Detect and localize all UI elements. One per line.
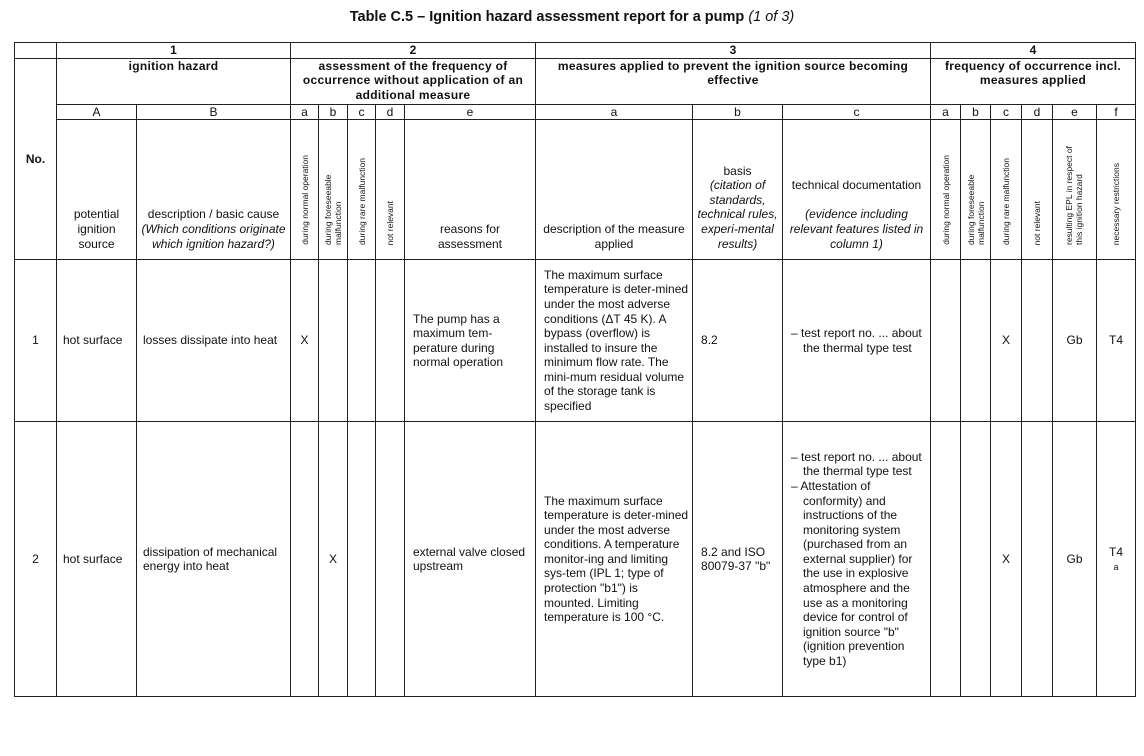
header-g2-not-relevant	[376, 120, 405, 260]
restriction-note: a	[1113, 562, 1119, 573]
row-reasons: external valve closed upstream	[405, 422, 536, 697]
row-restriction	[1097, 422, 1136, 697]
vertical-label: necessary restrictions	[1111, 162, 1122, 246]
row-g4-normal	[931, 422, 961, 697]
techdoc-item-text: test report no. ... about the thermal type test	[801, 449, 922, 479]
row-g4-foreseeable	[961, 260, 991, 422]
header-g4-normal	[931, 120, 961, 260]
row-description: losses dissipate into heat	[137, 260, 291, 422]
header-tech-doc	[783, 120, 931, 260]
row-source: hot surface	[57, 260, 137, 422]
col-letter: d	[376, 104, 405, 120]
row-techdoc	[783, 422, 931, 697]
header-measure: description of the measure applied	[536, 120, 693, 260]
corner-cell	[15, 43, 57, 59]
table-row	[15, 422, 1136, 697]
header-g2-rare	[348, 120, 376, 260]
header-description-main: description / basic cause	[147, 207, 280, 222]
col-letter: c	[348, 104, 376, 120]
group3-label: measures applied to prevent the ignition source becoming effective	[536, 58, 931, 104]
row-g4-rare: X	[991, 260, 1022, 422]
header-description-italic: (Which conditions originate which ignition hazard?)	[141, 222, 286, 251]
row-epl: Gb	[1053, 260, 1097, 422]
col-letter: B	[137, 104, 291, 120]
row-g2-not-relevant	[376, 260, 405, 422]
techdoc-item-text: test report no. ... about the thermal type test	[801, 326, 922, 355]
header-basis-main: basis	[723, 163, 752, 178]
col-letter: b	[319, 104, 348, 120]
group-label-row	[15, 58, 1136, 104]
header-basis-italic: (citation of standards, technical rules, experi-mental results)	[697, 178, 778, 251]
row-source: hot surface	[57, 422, 137, 697]
vertical-label: during foreseeable malfunction	[323, 174, 343, 246]
row-g4-not-relevant	[1022, 422, 1053, 697]
vertical-label: not relevant	[385, 200, 395, 246]
row-techdoc	[783, 260, 931, 422]
row-g2-normal: X	[291, 260, 319, 422]
group2-label: assessment of the frequency of occurrence without application of an additional measure	[291, 58, 536, 104]
header-g4-foreseeable	[961, 120, 991, 260]
col-letter: a	[931, 104, 961, 120]
row-epl: Gb	[1053, 422, 1097, 697]
vertical-label: during rare malfunction	[1001, 158, 1012, 246]
group3-number: 3	[536, 43, 931, 59]
row-number: 2	[15, 422, 57, 697]
row-g2-normal	[291, 422, 319, 697]
row-g4-foreseeable	[961, 422, 991, 697]
techdoc-item: – test report no. ... about the thermal type test	[791, 326, 922, 355]
vertical-label: resulting EPL in respect of this ignition hazard	[1063, 146, 1084, 246]
vertical-label: during normal operation	[940, 155, 951, 246]
header-g4-not-relevant	[1022, 120, 1053, 260]
header-reasons: reasons for assessment	[405, 120, 536, 260]
vertical-label: during normal operation	[299, 155, 310, 246]
col-letter: d	[1022, 104, 1053, 120]
group-number-row	[15, 43, 1136, 59]
col-letter: c	[991, 104, 1022, 120]
header-tech-doc-italic: (evidence including relevant features listed in column 1)	[789, 207, 924, 251]
row-measure: The maximum surface temperature is deter-mined under the most adverse conditions (ΔT 45 K). A bypass (overflow) is installed to insure the minimum flow rate. The mini-mum residual volume of the storage tank is specified	[536, 260, 693, 422]
group4-label: frequency of occurrence incl. measures applied	[931, 58, 1136, 104]
row-number: 1	[15, 260, 57, 422]
table-title	[0, 9, 1144, 25]
row-reasons: The pump has a maximum tem-perature during normal operation	[405, 260, 536, 422]
header-g4-restrictions	[1097, 120, 1136, 260]
col-letter: a	[536, 104, 693, 120]
column-header-row	[15, 120, 1136, 260]
no-header: No.	[15, 58, 57, 260]
row-g2-rare	[348, 422, 376, 697]
row-basis: 8.2 and ISO 80079-37 "b"	[693, 422, 783, 697]
row-g2-foreseeable	[319, 260, 348, 422]
row-description: dissipation of mechanical energy into heat	[137, 422, 291, 697]
group1-label: ignition hazard	[57, 58, 291, 104]
row-restriction	[1097, 260, 1136, 422]
header-description	[137, 120, 291, 260]
col-letter: f	[1097, 104, 1136, 120]
group1-number: 1	[57, 43, 291, 59]
row-g4-normal	[931, 260, 961, 422]
table-row	[15, 260, 1136, 422]
row-g2-not-relevant	[376, 422, 405, 697]
col-letter: e	[1053, 104, 1097, 120]
header-g2-normal	[291, 120, 319, 260]
header-g2-foreseeable	[319, 120, 348, 260]
row-g4-rare: X	[991, 422, 1022, 697]
col-letter: b	[693, 104, 783, 120]
row-g4-not-relevant	[1022, 260, 1053, 422]
header-tech-doc-main: technical documentation	[791, 178, 922, 193]
vertical-label: during foreseeable malfunction	[965, 174, 986, 246]
header-g4-rare	[991, 120, 1022, 260]
table-title-main: Table C.5 – Ignition hazard assessment report for a pump	[349, 9, 745, 25]
row-basis: 8.2	[693, 260, 783, 422]
header-potential-source: potential ignition source	[57, 120, 137, 260]
table-title-part: (1 of 3)	[748, 9, 795, 25]
col-letter: e	[405, 104, 536, 120]
techdoc-item: – Attestation of conformity) and instructions of the monitoring system (purchased from an external supplier) for the use in explosive atmosphere and the use as a monitoring device for control of ignition source "b" (ignition prevention type b1)	[791, 478, 913, 669]
ignition-hazard-table	[14, 42, 1136, 697]
group4-number: 4	[931, 43, 1136, 59]
restriction-value: T4	[1109, 544, 1124, 559]
vertical-label: not relevant	[1032, 200, 1043, 246]
row-g2-rare	[348, 260, 376, 422]
group2-number: 2	[291, 43, 536, 59]
col-letter: b	[961, 104, 991, 120]
row-measure: The maximum surface temperature is deter-mined under the most adverse conditions. A temperature monitor-ing and limiting sys-tem (IPL 1; type of protection "b1") is mounted. Limiting temperature is 100 °C.	[536, 422, 693, 697]
letter-row	[15, 104, 1136, 120]
techdoc-item: – test report no. ... about the thermal type test	[791, 449, 922, 479]
restriction-value: T4	[1109, 333, 1124, 348]
header-basis	[693, 120, 783, 260]
techdoc-item-text: Attestation of conformity) and instructions of the monitoring system (purchased from an external supplier) for the use in explosive atmosphere and the use as a monitoring device for control of ignition source "b" (ignition prevention type b1)	[800, 478, 913, 669]
header-g4-epl	[1053, 120, 1097, 260]
col-letter: c	[783, 104, 931, 120]
row-g2-foreseeable: X	[319, 422, 348, 697]
col-letter: A	[57, 104, 137, 120]
vertical-label: during rare malfunction	[356, 158, 367, 246]
col-letter: a	[291, 104, 319, 120]
